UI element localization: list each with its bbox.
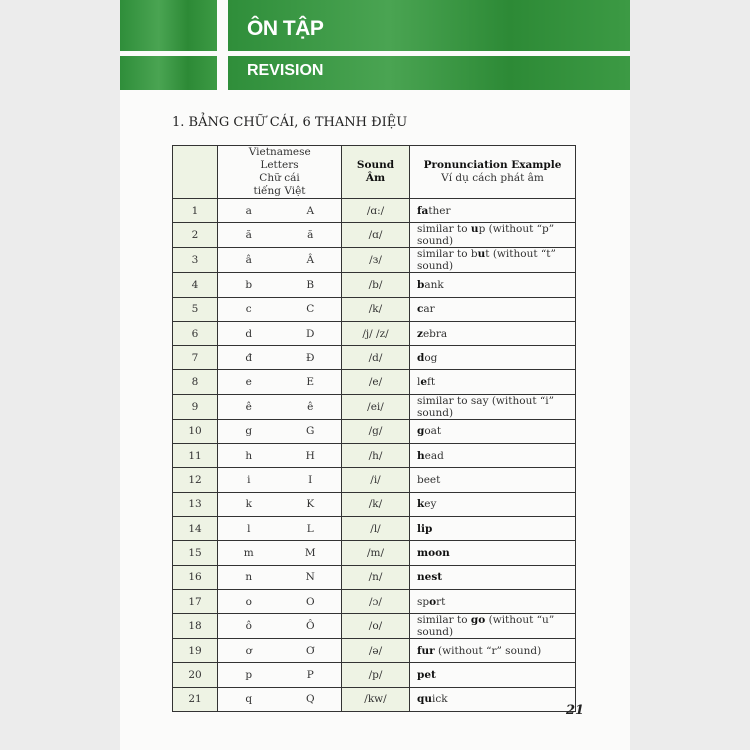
lowercase-letter: ă	[245, 229, 252, 242]
example-highlight: pet	[417, 669, 436, 682]
example-text: t (without “t” sound)	[417, 248, 556, 273]
row-number: 2	[173, 223, 218, 248]
row-number: 12	[173, 468, 218, 492]
table-row	[173, 468, 576, 492]
example-text: l	[417, 376, 421, 389]
row-number: 8	[173, 370, 218, 394]
example-cell	[410, 663, 576, 687]
example-highlight: o	[429, 595, 437, 608]
header-example-en: Pronunciation Example	[423, 159, 562, 171]
header-example-vi: Ví dụ cách phát âm	[441, 172, 544, 184]
example-text: ey	[424, 498, 437, 511]
example-highlight: moon	[417, 546, 450, 559]
example-text: og	[424, 351, 438, 364]
example-text: ick	[431, 693, 448, 706]
example-highlight: k	[417, 498, 425, 511]
example-cell	[410, 297, 576, 321]
table-row	[173, 639, 576, 663]
lowercase-letter: a	[245, 204, 252, 217]
lowercase-letter: n	[245, 571, 253, 584]
uppercase-letter: C	[306, 303, 315, 316]
header-example	[410, 146, 576, 199]
row-number: 17	[173, 589, 218, 613]
sound-cell: /ɑ:/	[342, 199, 410, 223]
example-cell	[410, 321, 576, 345]
row-number: 11	[173, 444, 218, 468]
letters-cell	[218, 687, 342, 711]
example-cell	[410, 394, 576, 419]
sound-cell: /i/	[342, 468, 410, 492]
example-highlight: h	[417, 449, 425, 462]
example-text: sp	[417, 595, 430, 608]
example-text: ar	[423, 303, 435, 316]
table-row	[173, 565, 576, 589]
page-number: 21	[566, 703, 585, 718]
letters-cell	[218, 565, 342, 589]
sound-cell: /з/	[342, 248, 410, 273]
lowercase-letter: m	[243, 546, 254, 559]
lowercase-letter: k	[245, 498, 252, 511]
example-highlight: u	[470, 223, 479, 236]
sound-cell: /b/	[342, 273, 410, 297]
example-text: beet	[417, 474, 441, 487]
uppercase-letter: Q	[305, 693, 315, 706]
sound-cell: /ei/	[342, 394, 410, 419]
lowercase-letter: â	[245, 254, 252, 267]
example-text: similar to	[417, 614, 471, 627]
row-number: 5	[173, 297, 218, 321]
lowercase-letter: ô	[245, 620, 252, 633]
uppercase-letter: K	[306, 498, 315, 511]
example-text: ebra	[422, 327, 448, 340]
example-cell	[410, 199, 576, 223]
example-highlight: e	[420, 376, 428, 389]
uppercase-letter: E	[306, 376, 315, 389]
letters-cell	[218, 589, 342, 613]
table-header	[173, 146, 576, 199]
lowercase-letter: d	[245, 327, 253, 340]
sound-cell: /n/	[342, 565, 410, 589]
uppercase-letter: I	[308, 474, 313, 487]
uppercase-letter: ê	[307, 400, 314, 413]
table-row	[173, 589, 576, 613]
table-row	[173, 273, 576, 297]
table-row	[173, 248, 576, 273]
example-text: p (without “p” sound)	[417, 223, 555, 248]
letters-cell	[218, 223, 342, 248]
example-cell	[410, 346, 576, 370]
row-number: 16	[173, 565, 218, 589]
table-row	[173, 297, 576, 321]
example-highlight: g	[417, 425, 425, 438]
sound-cell: /e/	[342, 370, 410, 394]
lowercase-letter: p	[245, 669, 253, 682]
uppercase-letter: A	[306, 204, 315, 217]
table-row	[173, 199, 576, 223]
example-cell	[410, 223, 576, 248]
table-row	[173, 541, 576, 565]
lowercase-letter: ê	[245, 400, 252, 413]
example-cell	[410, 468, 576, 492]
example-cell	[410, 444, 576, 468]
lowercase-letter: h	[245, 449, 253, 462]
example-highlight: c	[417, 303, 424, 316]
row-number: 15	[173, 541, 218, 565]
example-cell	[410, 589, 576, 613]
table-row	[173, 346, 576, 370]
header-letters-vi: Chữ cái tiếng Việt	[253, 172, 306, 197]
letters-cell	[218, 273, 342, 297]
letters-cell	[218, 492, 342, 516]
example-cell	[410, 541, 576, 565]
sound-cell: /ə/	[342, 639, 410, 663]
letters-cell	[218, 297, 342, 321]
example-highlight: z	[417, 327, 423, 340]
lowercase-letter: e	[245, 376, 252, 389]
example-highlight: go	[470, 614, 486, 627]
lowercase-letter: q	[245, 693, 253, 706]
table-row	[173, 444, 576, 468]
page-title: ÔN TẬP	[247, 17, 324, 40]
example-cell	[410, 639, 576, 663]
example-text: similar to b	[417, 248, 478, 261]
table-row	[173, 321, 576, 345]
letters-cell	[218, 199, 342, 223]
header-sound-en: Sound	[356, 159, 395, 171]
letters-cell	[218, 370, 342, 394]
table-row	[173, 223, 576, 248]
page-subtitle: REVISION	[247, 62, 324, 79]
row-number: 3	[173, 248, 218, 273]
uppercase-letter: L	[306, 522, 314, 535]
header-band	[120, 56, 217, 90]
lowercase-letter: ơ	[245, 644, 252, 657]
example-text: rt	[436, 595, 446, 608]
letters-cell	[218, 639, 342, 663]
example-cell	[410, 565, 576, 589]
table-row	[173, 419, 576, 443]
example-highlight: fa	[417, 204, 429, 217]
letters-cell	[218, 468, 342, 492]
uppercase-letter: Â	[306, 254, 315, 267]
row-number: 10	[173, 419, 218, 443]
sound-cell: /kw/	[342, 687, 410, 711]
example-highlight: d	[417, 351, 425, 364]
letters-cell	[218, 444, 342, 468]
letters-cell	[218, 394, 342, 419]
lowercase-letter: g	[245, 425, 253, 438]
lowercase-letter: l	[247, 522, 251, 535]
table-row	[173, 492, 576, 516]
row-number: 18	[173, 614, 218, 639]
sound-cell: /g/	[342, 419, 410, 443]
row-number: 9	[173, 394, 218, 419]
alphabet-table	[172, 145, 576, 712]
sound-cell: /ɑ/	[342, 223, 410, 248]
uppercase-letter: Đ	[306, 351, 315, 364]
lowercase-letter: o	[245, 595, 252, 608]
section-title: 1. BẢNG CHỮ CÁI, 6 THANH ĐIỆU	[172, 115, 408, 130]
example-cell	[410, 492, 576, 516]
uppercase-letter: D	[306, 327, 315, 340]
example-highlight: nest	[417, 571, 443, 584]
letters-cell	[218, 516, 342, 540]
table-row	[173, 370, 576, 394]
uppercase-letter: Ô	[305, 620, 315, 633]
letters-cell	[218, 663, 342, 687]
sound-cell: /m/	[342, 541, 410, 565]
sound-cell: /l/	[342, 516, 410, 540]
uppercase-letter: P	[306, 669, 314, 682]
table-row	[173, 687, 576, 711]
lowercase-letter: b	[245, 278, 253, 291]
row-number: 13	[173, 492, 218, 516]
example-highlight: lip	[417, 522, 433, 535]
example-text: similar to say (without “i” sound)	[417, 394, 554, 419]
row-number: 20	[173, 663, 218, 687]
row-number: 6	[173, 321, 218, 345]
row-number: 21	[173, 687, 218, 711]
lowercase-letter: đ	[245, 351, 253, 364]
letters-cell	[218, 346, 342, 370]
uppercase-letter: N	[305, 571, 315, 584]
header-sound-vi: Âm	[365, 172, 386, 184]
example-highlight: fur	[417, 644, 435, 657]
example-text: ft	[427, 376, 436, 389]
example-cell	[410, 248, 576, 273]
example-cell	[410, 687, 576, 711]
uppercase-letter: O	[305, 595, 315, 608]
sound-cell: /d/	[342, 346, 410, 370]
uppercase-letter: H	[305, 449, 315, 462]
sound-cell: /h/	[342, 444, 410, 468]
row-number: 1	[173, 199, 218, 223]
lowercase-letter: c	[245, 303, 252, 316]
table-row	[173, 614, 576, 639]
example-text: oat	[424, 425, 442, 438]
example-text: ank	[424, 278, 444, 291]
row-number: 19	[173, 639, 218, 663]
sound-cell: /o/	[342, 614, 410, 639]
letters-cell	[218, 248, 342, 273]
uppercase-letter: Ơ	[305, 644, 315, 657]
sound-cell: /p/	[342, 663, 410, 687]
uppercase-letter: M	[304, 546, 316, 559]
example-highlight: qu	[417, 693, 432, 706]
uppercase-letter: B	[306, 278, 315, 291]
letters-cell	[218, 419, 342, 443]
example-cell	[410, 273, 576, 297]
sound-cell: /j/ /z/	[342, 321, 410, 345]
example-cell	[410, 370, 576, 394]
example-highlight: u	[477, 248, 486, 261]
header-letters-en: Vietnamese Letters	[248, 146, 311, 171]
table-row	[173, 663, 576, 687]
sound-cell: /k/	[342, 492, 410, 516]
row-number: 14	[173, 516, 218, 540]
example-text: similar to	[417, 223, 471, 236]
uppercase-letter: G	[306, 425, 315, 438]
lowercase-letter: i	[247, 474, 251, 487]
header-band	[120, 0, 217, 51]
example-cell	[410, 614, 576, 639]
header-letters	[218, 146, 342, 199]
sound-cell: /k/	[342, 297, 410, 321]
row-number: 7	[173, 346, 218, 370]
letters-cell	[218, 614, 342, 639]
letters-cell	[218, 321, 342, 345]
example-text: ead	[424, 449, 444, 462]
example-text: (without “u” sound)	[417, 614, 555, 639]
example-highlight: b	[417, 278, 425, 291]
row-number: 4	[173, 273, 218, 297]
example-cell	[410, 419, 576, 443]
sound-cell: /ɔ/	[342, 589, 410, 613]
header-number	[173, 146, 218, 199]
uppercase-letter: ă	[307, 229, 314, 242]
example-text: (without “r” sound)	[434, 644, 542, 657]
example-text: ther	[428, 204, 451, 217]
example-cell	[410, 516, 576, 540]
table-row	[173, 516, 576, 540]
table-row	[173, 394, 576, 419]
header-sound	[342, 146, 410, 199]
letters-cell	[218, 541, 342, 565]
